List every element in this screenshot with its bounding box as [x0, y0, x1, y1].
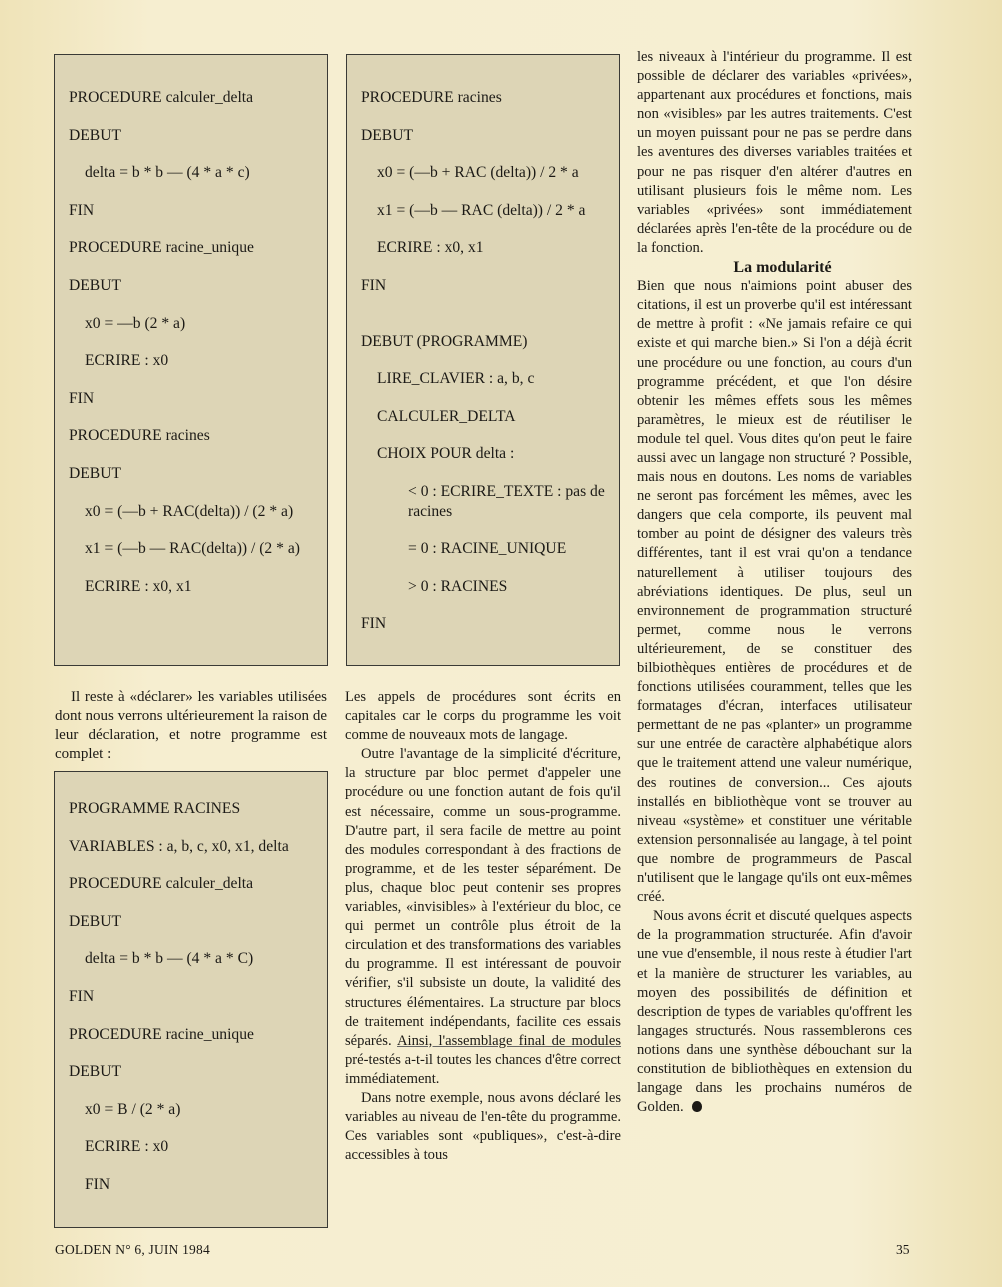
code-box-main-program [346, 54, 620, 666]
paragraph: Les appels de procédures sont écrits en capitales car le corps du programme les voit comme de nouveaux mots de langage. [345, 689, 621, 744]
section-heading: La modularité [733, 259, 832, 277]
code-line: DEBUT [361, 126, 413, 144]
code-box-procedures [54, 54, 328, 666]
paragraph-text: Nous avons écrit et discuté quelques aspects de la programmation structurée. Afin d'avoir une vue d'ensemble, il nous reste à étudier l'art et la manière de structurer les variables, au moyen des possibilités de définition et description de types de variables qu'offrent les langages structurés. Nous rassemblerons ces notions dans une synthèse débouchant sur la constitution de bibliothèques en extension du langage dans les prochains numéros de Golden. [637, 908, 912, 1116]
page-number: 35 [896, 1242, 910, 1257]
code-line: x0 = (—b + RAC (delta)) / 2 * a [377, 164, 579, 182]
code-line: LIRE_CLAVIER : a, b, c [377, 370, 535, 388]
paragraph-text: Outre l'avantage de la simplicité d'écriture, la structure par bloc permet d'appeler une procédure ou une fonction autant de fois qu'il est nécessaire, comme un sous-programme. D'autre part, il sera facile de mettre au point des modules correspondant à des fractions de programme, et de les tester séparément. De plus, chaque bloc peut contenir ses propres variables, «invisibles» à l'extérieur du bloc, ce qui permet un contrôle plus étroit de la circulation et des transformations des variables du programme. Il est intéressant de pouvoir vérifier, s'il subsiste un doute, la validité des structures élémentaires. La structure par blocs de traitement indépendants, facilite ces essais séparés. [345, 746, 621, 1049]
code-line: VARIABLES : a, b, c, x0, x1, delta [69, 837, 289, 855]
code-line: DEBUT [69, 912, 121, 930]
code-line: FIN [85, 1175, 111, 1193]
paragraph: les niveaux à l'intérieur du programme. Il est possible de déclarer des variables «privées», appartenant aux procédures et fonctions, mais non «visibles» par les autres traitements. C'est un moyen puissant pour ne pas se perdre dans les aventures des diverses variables traitées et pour ne pas risquer d'en altérer d'autres en utilisant plusieurs fois le même nom. Les variables «privées» sont immédiatement déclarées après l'en-tête de la procédure ou de la fonction. [637, 49, 912, 256]
code-line: = 0 : RACINE_UNIQUE [408, 539, 567, 557]
paragraph: Il reste à «déclarer» les variables utilisées dont nous verrons ultérieurement la raison de leur déclaration, et notre programme est complet : [55, 689, 327, 763]
code-line: x1 = (—b — RAC (delta)) / 2 * a [377, 201, 586, 219]
code-line: PROCEDURE racine_unique [69, 1025, 254, 1043]
code-line: CALCULER_DELTA [377, 407, 516, 425]
code-line: ECRIRE : x0 [85, 1138, 169, 1156]
code-line: PROCEDURE racines [69, 427, 210, 445]
code-line: CHOIX POUR delta : [377, 445, 515, 463]
paragraph: Dans notre exemple, nous avons déclaré les variables au niveau de l'en-tête du programme. Ces variables sont «publiques», c'est-à-dire accessibles à tous [345, 1089, 621, 1164]
code-line: FIN [361, 615, 387, 633]
code-line: x1 = (—b — RAC(delta)) / (2 * a) [85, 540, 300, 558]
code-line: ECRIRE : x0 [85, 352, 169, 370]
code-line: FIN [69, 201, 95, 219]
end-mark-icon [692, 1101, 702, 1112]
code-line: delta = b * b — (4 * a * c) [85, 164, 250, 182]
paragraph [637, 907, 912, 1117]
code-line: ECRIRE : x0, x1 [85, 577, 192, 595]
column-3-text [637, 48, 912, 1117]
code-line: PROCEDURE racine_unique [69, 239, 254, 257]
code-line: DEBUT [69, 464, 121, 482]
paragraph: Bien que nous n'aimions point abuser des citations, il est un proverbe qu'il est intéressant de mettre à profit : «Ne jamais refaire ce qui existe et qui marche bien.» Si l'on a déjà écrit une procédure ou une fonction, au cours d'un programme précédent, et que l'on désire obtenir les mêmes effets sous les mêmes paramètres, le mieux est de réutiliser le module tel quel. Vous dites qu'on peut le faire aussi avec un langage non structuré ? Possible, mais nous en doutons. Les noms de variables ne seront pas forcément les mêmes, avec les dangers que cela comporte, ils peuvent mal tomber au point de désigner des valeurs très différentes, tant il est vrai qu'on a tendance naturellement à utiliser toujours des abréviations identiques. De plus, seul un environnement de programmation structuré permet, comme nous le verrons ultérieurement, de se constituer des bilbiothèques entières de procédures et de fonctions utilisées couramment, telles que les formatages d'écran, interfaces utilisateur permettant de ne pas «planter» un programme sur une entrée de caractère alphabétique alors que le traitement attend une valeur numérique, des routines de conversion... Ces ajouts installés en bibliothèque vont se trouver au niveau «système» et constituer une véritable extension personnalisée au langage, à tel point que nombre de programmeurs de Pascal n'utilisent que le langage qu'ils ont eux-mêmes créé. [637, 278, 912, 906]
code-line: DEBUT (PROGRAMME) [361, 332, 528, 350]
column-1-text [55, 688, 327, 764]
code-line: delta = b * b — (4 * a * C) [85, 950, 254, 968]
spacer [361, 314, 619, 332]
code-line: > 0 : RACINES [408, 577, 508, 595]
code-line: x0 = (—b + RAC(delta)) / (2 * a) [85, 502, 294, 520]
code-line: x0 = —b (2 * a) [85, 314, 186, 332]
code-line: FIN [69, 389, 95, 407]
code-line: < 0 : ECRIRE_TEXTE : pas de racines [408, 482, 605, 520]
footer-publication: GOLDEN N° 6, JUIN 1984 [55, 1242, 210, 1257]
underlined-text: Ainsi, l'assemblage final de modules [397, 1032, 622, 1049]
code-line: FIN [361, 276, 387, 294]
code-line: ECRIRE : x0, x1 [377, 239, 484, 257]
code-line: DEBUT [69, 126, 121, 144]
code-line: x0 = B / (2 * a) [85, 1100, 181, 1118]
paragraph-text: pré-testés a-t-il toutes les chances d'être correct immédiatement. [345, 1051, 621, 1087]
code-line: PROCEDURE calculer_delta [69, 875, 254, 893]
code-line: DEBUT [69, 1063, 121, 1081]
column-2-text [345, 688, 621, 1165]
code-line: FIN [69, 987, 95, 1005]
paragraph [345, 745, 621, 1089]
code-line: PROCEDURE racines [361, 89, 502, 106]
code-line: DEBUT [69, 276, 121, 294]
code-line: PROCEDURE calculer_delta [69, 89, 254, 106]
code-box-program-racines [54, 771, 328, 1228]
code-line: PROGRAMME RACINES [69, 800, 241, 817]
